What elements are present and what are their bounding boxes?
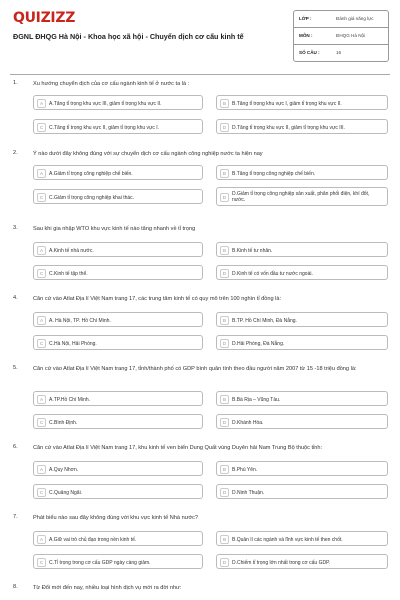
option-text: C.Tỉ trọng trong cơ cấu GDP ngày càng giảm. bbox=[49, 559, 151, 566]
option-letter: A bbox=[37, 395, 46, 404]
option-d[interactable] bbox=[216, 414, 388, 429]
option-text: C.Quảng Ngãi. bbox=[49, 489, 83, 496]
option-letter: D bbox=[220, 339, 229, 348]
option-a[interactable] bbox=[33, 242, 203, 257]
question-text: Xu hướng chuyển dịch của cơ cấu ngành kinh tế ở nước ta là : bbox=[33, 81, 190, 87]
option-letter: A bbox=[37, 535, 46, 544]
question-number: 5. bbox=[13, 365, 18, 371]
option-text: C.Hà Nội, Hải Phòng. bbox=[49, 340, 97, 347]
option-letter: C bbox=[37, 193, 46, 202]
option-letter: A bbox=[37, 169, 46, 178]
option-letter: C bbox=[37, 418, 46, 427]
question-number: 8. bbox=[13, 584, 18, 590]
option-text: D.Hải Phòng, Đà Nẵng. bbox=[232, 340, 285, 347]
option-d[interactable] bbox=[216, 335, 388, 350]
question-number: 3. bbox=[13, 225, 18, 231]
question-text: Căn cứ vào Atlat Địa lí Việt Nam trang 17, khu kinh tế ven biển Dung Quất vùng Duyên hải Nam Trung Bộ thuộc tỉnh: bbox=[33, 445, 323, 451]
option-letter: D bbox=[220, 488, 229, 497]
option-text: A.Giữ vai trò chủ đạo trong nền kinh tế. bbox=[49, 536, 137, 543]
option-letter: D bbox=[220, 269, 229, 278]
option-d[interactable] bbox=[216, 554, 388, 569]
option-letter: D bbox=[220, 418, 229, 427]
option-b[interactable] bbox=[216, 242, 388, 257]
option-d[interactable] bbox=[216, 119, 388, 134]
quizizz-logo: QUIZIZZ bbox=[13, 10, 76, 26]
option-letter: C bbox=[37, 558, 46, 567]
option-text: B.Phú Yên. bbox=[232, 466, 258, 473]
option-text: A.Kinh tế nhà nước. bbox=[49, 247, 94, 254]
option-text: D.Chiếm tỉ trọng lớn nhất trong cơ cấu GDP. bbox=[232, 559, 331, 566]
option-d[interactable] bbox=[216, 187, 388, 206]
info-value: Đánh giá năng lực bbox=[336, 16, 374, 21]
option-a[interactable] bbox=[33, 531, 203, 546]
option-letter: C bbox=[37, 123, 46, 132]
question-text: Từ Đổi mới đến nay, nhiều loại hình dịch vụ mới ra đời như: bbox=[33, 585, 182, 591]
info-value: 16 bbox=[336, 50, 342, 55]
option-letter: B bbox=[220, 316, 229, 325]
option-c[interactable] bbox=[33, 484, 203, 499]
option-text: B.Tăng tỉ trọng công nghiệp chế biến. bbox=[232, 170, 316, 177]
option-letter: B bbox=[220, 535, 229, 544]
info-row-count bbox=[294, 45, 388, 62]
header-divider bbox=[10, 74, 390, 75]
option-letter: C bbox=[37, 269, 46, 278]
question-number: 4. bbox=[13, 295, 18, 301]
question-text: Phát biểu nào sau đây không đúng với khu vực kinh tế Nhà nước? bbox=[33, 515, 199, 521]
option-a[interactable] bbox=[33, 165, 203, 180]
option-a[interactable] bbox=[33, 95, 203, 110]
option-text: B.Tăng tỉ trọng khu vực I, giảm tỉ trọng khu vực II. bbox=[232, 100, 342, 107]
question-text: Sau khi gia nhập WTO khu vực kinh tế nào tăng nhanh về tỉ trọng bbox=[33, 226, 196, 232]
option-letter: C bbox=[37, 488, 46, 497]
option-b[interactable] bbox=[216, 165, 388, 180]
option-text: C.Kinh tế tập thể. bbox=[49, 270, 88, 277]
option-letter: A bbox=[37, 316, 46, 325]
option-letter: D bbox=[220, 193, 229, 202]
option-a[interactable] bbox=[33, 312, 203, 327]
option-text: B.Quản lí các ngành và lĩnh vực kinh tế then chốt. bbox=[232, 536, 343, 543]
info-row-class bbox=[294, 11, 388, 28]
info-box bbox=[293, 10, 389, 62]
option-letter: B bbox=[220, 99, 229, 108]
option-letter: A bbox=[37, 465, 46, 474]
option-b[interactable] bbox=[216, 312, 388, 327]
question-number: 2. bbox=[13, 150, 18, 156]
option-text: C.Giảm tỉ trọng công nghiệp khai thác. bbox=[49, 194, 135, 201]
option-c[interactable] bbox=[33, 554, 203, 569]
info-label: LỚP : bbox=[299, 16, 312, 21]
option-b[interactable] bbox=[216, 531, 388, 546]
option-letter: A bbox=[37, 99, 46, 108]
question-text: Căn cứ vào Atlat Địa lí Việt Nam trang 17, các trung tâm kinh tế có quy mô trên 100 nghìn tỉ đồng là: bbox=[33, 296, 282, 302]
option-letter: B bbox=[220, 465, 229, 474]
option-text: A.Tăng tỉ trọng khu vực III, giảm tỉ trọng khu vực II. bbox=[49, 100, 162, 107]
option-text: A.Giảm tỉ trọng công nghiệp chế biến. bbox=[49, 170, 133, 177]
question-number: 6. bbox=[13, 444, 18, 450]
option-b[interactable] bbox=[216, 461, 388, 476]
option-a[interactable] bbox=[33, 391, 203, 406]
option-letter: B bbox=[220, 169, 229, 178]
option-text: C.Bình Định. bbox=[49, 419, 78, 426]
option-c[interactable] bbox=[33, 414, 203, 429]
option-text: D.Giảm tỉ trọng công nghiệp sản xuất, phân phối điện, khí đốt, nước. bbox=[232, 190, 370, 203]
option-letter: B bbox=[220, 246, 229, 255]
option-b[interactable] bbox=[216, 391, 388, 406]
question-number: 7. bbox=[13, 514, 18, 520]
option-c[interactable] bbox=[33, 189, 203, 204]
worksheet-header bbox=[0, 0, 400, 72]
option-d[interactable] bbox=[216, 265, 388, 280]
option-letter: D bbox=[220, 123, 229, 132]
question-text: Ý nào dưới đây không đúng với sự chuyển dịch cơ cấu ngành công nghiệp nước ta hiện nay bbox=[33, 151, 263, 157]
option-text: D.Ninh Thuận. bbox=[232, 489, 265, 496]
info-value: ĐHQG Hà Nội bbox=[336, 33, 366, 38]
option-c[interactable] bbox=[33, 265, 203, 280]
option-letter: B bbox=[220, 395, 229, 404]
option-c[interactable] bbox=[33, 119, 203, 134]
option-text: B.Kinh tế tư nhân. bbox=[232, 247, 273, 254]
option-d[interactable] bbox=[216, 484, 388, 499]
option-c[interactable] bbox=[33, 335, 203, 350]
question-number: 1. bbox=[13, 80, 18, 86]
option-text: D.Tăng tỉ trọng khu vực II, giảm tỉ trọng khu vực III. bbox=[232, 124, 345, 131]
question-text: Căn cứ vào Atlat Địa lí Việt Nam trang 17, tỉnh/thành phố có GDP bình quân tính theo đầu người năm 2007 từ 15 -18 triệu đồng là: bbox=[33, 366, 357, 372]
option-letter: C bbox=[37, 339, 46, 348]
option-a[interactable] bbox=[33, 461, 203, 476]
option-text: B.TP. Hồ Chí Minh, Đà Nẵng. bbox=[232, 317, 297, 324]
info-row-subject bbox=[294, 28, 388, 45]
option-letter: A bbox=[37, 246, 46, 255]
option-text: D.Kinh tế có vốn đầu tư nước ngoài. bbox=[232, 270, 313, 277]
option-b[interactable] bbox=[216, 95, 388, 110]
info-label: MÔN : bbox=[299, 33, 313, 38]
option-text: C.Tăng tỉ trọng khu vực II, giảm tỉ trọng khu vực I. bbox=[49, 124, 160, 131]
info-label: SỐ CÂU : bbox=[299, 50, 320, 55]
option-text: D.Khánh Hòa. bbox=[232, 419, 264, 426]
option-text: A.TP.Hồ Chí Minh. bbox=[49, 396, 91, 403]
option-text: A.Quy Nhơn. bbox=[49, 466, 79, 473]
option-letter: D bbox=[220, 558, 229, 567]
option-text: B.Bà Rịa – Vũng Tàu. bbox=[232, 396, 281, 403]
worksheet-title: ĐGNL ĐHQG Hà Nội - Khoa học xã hội - Chuyển dịch cơ cấu kinh tế bbox=[13, 32, 244, 41]
option-text: A. Hà Nội, TP. Hồ Chí Minh. bbox=[49, 317, 111, 324]
